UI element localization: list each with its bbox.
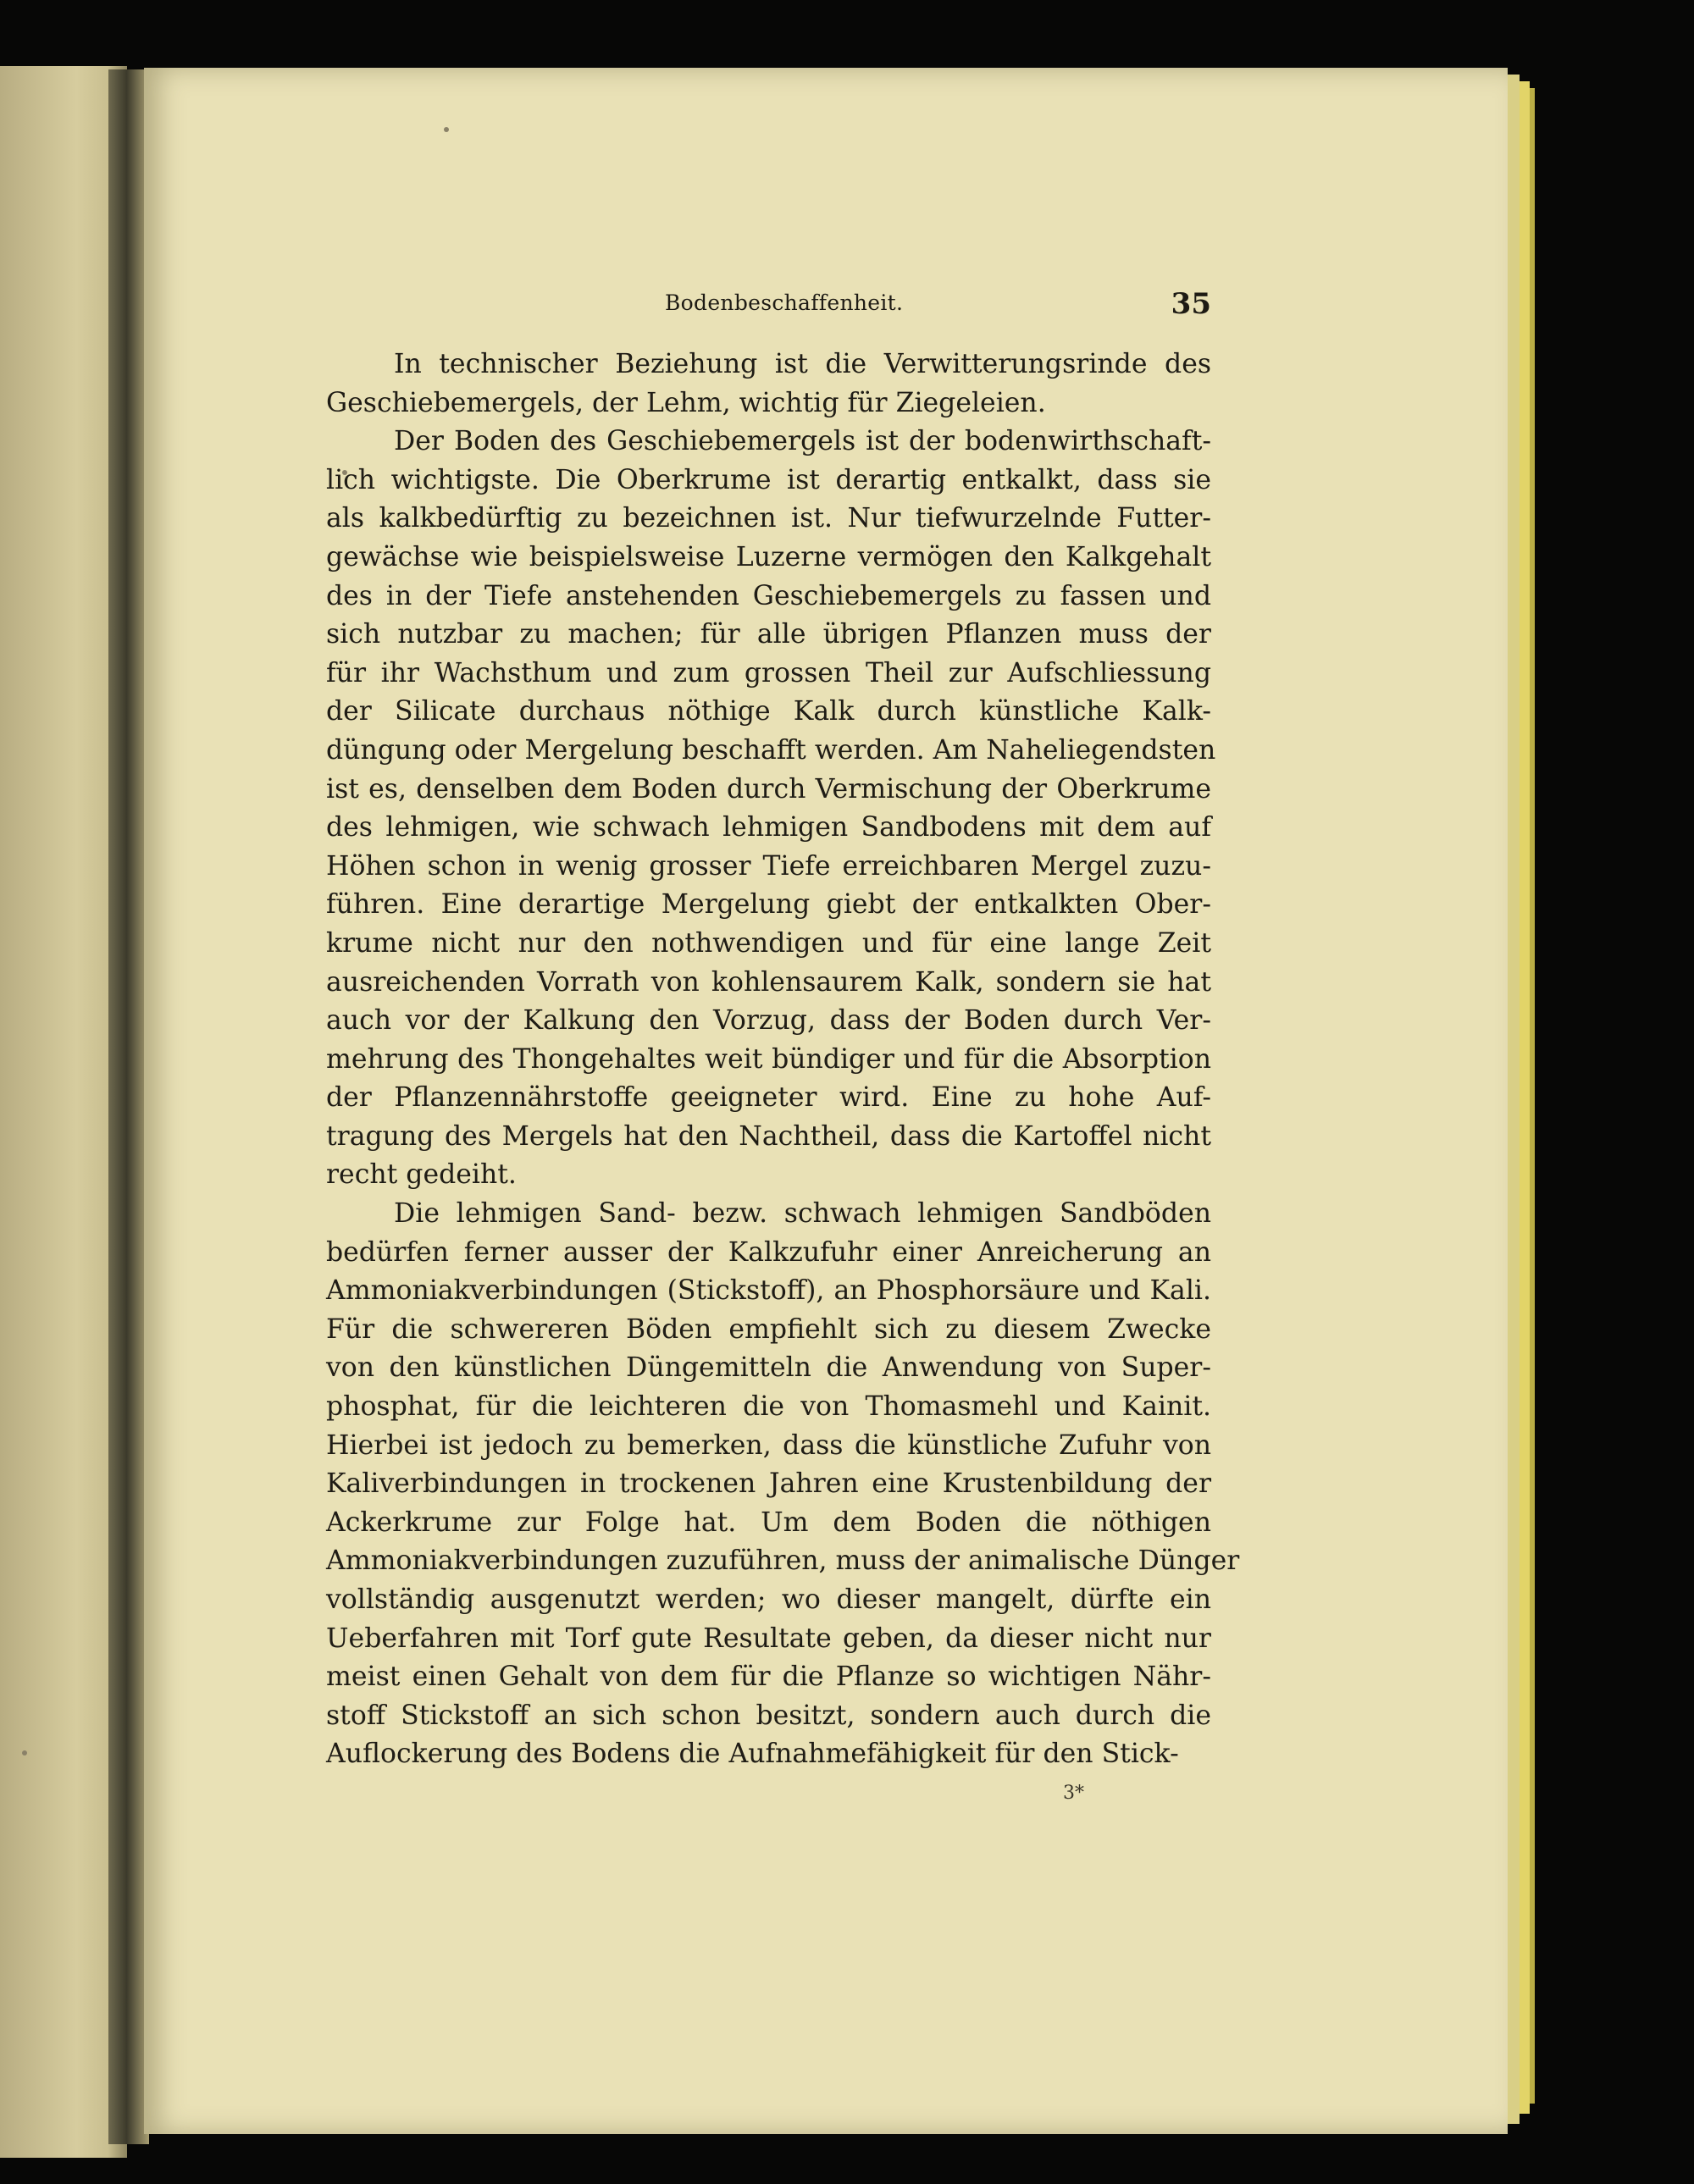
text-line: stoff Stickstoff an sich schon besitzt, sondern auch durch die (326, 1700, 1211, 1731)
text-line: tragung des Mergels hat den Nachtheil, dass die Kartoffel nicht (326, 1120, 1211, 1152)
text-line: vollständig ausgenutzt werden; wo dieser mangelt, dürfte ein (326, 1584, 1211, 1615)
text-line: von den künstlichen Düngemitteln die Anwendung von Super- (326, 1352, 1211, 1384)
page-number: 35 (1171, 287, 1211, 321)
text-line: In technischer Beziehung ist die Verwitterungsrinde des (394, 349, 1211, 379)
text-line: Auflockerung des Bodens die Aufnahmefähigkeit für den Stick- (326, 1739, 1179, 1770)
text-line: führen. Eine derartige Mergelung giebt der entkalkten Ober- (326, 889, 1211, 921)
text-line: Der Boden des Geschiebemergels ist der bodenwirthschaft- (394, 426, 1211, 457)
text-line: der Silicate durchaus nöthige Kalk durch künstliche Kalk- (326, 696, 1211, 727)
running-head: Bodenbeschaffenheit. (665, 290, 904, 315)
page-block-edge (1530, 88, 1535, 2104)
paragraph (326, 1195, 1240, 1774)
text-line: Kaliverbindungen in trockenen Jahren eine Krustenbildung der (326, 1468, 1211, 1500)
text-line: bedürfen ferner ausser der Kalkzufuhr einer Anreicherung an (326, 1236, 1211, 1268)
text-line: ist es, denselben dem Boden durch Vermischung der Oberkrume (326, 773, 1211, 804)
text-line: krume nicht nur den nothwendigen und für eine lange Zeit (326, 927, 1211, 959)
text-line: Ueberfahren mit Torf gute Resultate geben, da dieser nicht nur (326, 1623, 1211, 1654)
signature-mark: 3* (1063, 1783, 1084, 1804)
text-line: Ammoniakverbindungen (Stickstoff), an Phosphorsäure und Kali. (326, 1275, 1211, 1307)
dust-speck (22, 1750, 27, 1755)
text-line: mehrung des Thongehaltes weit bündiger und für die Absorption (326, 1043, 1211, 1075)
text-line: Ammoniakverbindungen zuzuführen, muss der animalische Dünger (326, 1545, 1240, 1577)
text-line: lich wichtigste. Die Oberkrume ist derartig entkalkt, dass sie (326, 464, 1211, 495)
text-line: düngung oder Mergelung beschafft werden. Am Naheliegendsten (326, 734, 1216, 766)
paragraph (326, 346, 1211, 423)
text-line: recht gedeiht. (326, 1159, 517, 1191)
page-block-edge (1508, 75, 1520, 2124)
body-text (326, 346, 1240, 1774)
page-block-edge (1520, 81, 1530, 2114)
book-gutter (108, 69, 149, 2144)
text-line: des in der Tiefe anstehenden Geschiebemergels zu fassen und (326, 580, 1211, 611)
text-line: meist einen Gehalt von dem für die Pflanze so wichtigen Nähr- (326, 1661, 1211, 1693)
text-line: gewächse wie beispielsweise Luzerne vermögen den Kalkgehalt (326, 541, 1211, 572)
text-line: als kalkbedürftig zu bezeichnen ist. Nur tiefwurzelnde Futter- (326, 503, 1211, 534)
text-line: Ackerkrume zur Folge hat. Um dem Boden die nöthigen (326, 1507, 1211, 1538)
text-line: ausreichenden Vorrath von kohlensaurem Kalk, sondern sie hat (326, 966, 1211, 998)
text-line: phosphat, für die leichteren die von Thomasmehl und Kainit. (326, 1391, 1211, 1423)
text-line: Die lehmigen Sand- bezw. schwach lehmigen Sandböden (394, 1198, 1211, 1230)
text-line: Höhen schon in wenig grosser Tiefe erreichbaren Mergel zuzu- (326, 850, 1211, 882)
text-line: des lehmigen, wie schwach lehmigen Sandbodens mit dem auf (326, 812, 1211, 843)
text-line: Geschiebemergels, der Lehm, wichtig für Ziegeleien. (326, 387, 1046, 418)
text-line: für ihr Wachsthum und zum grossen Theil zur Aufschliessung (326, 657, 1211, 688)
text-line: sich nutzbar zu machen; für alle übrigen Pflanzen muss der (326, 619, 1211, 650)
paragraph (326, 423, 1216, 1195)
text-line: Hierbei ist jedoch zu bemerken, dass die künstliche Zufuhr von (326, 1429, 1211, 1461)
text-line: Für die schwereren Böden empfiehlt sich zu diesem Zwecke (326, 1313, 1211, 1345)
text-line: der Pflanzennährstoffe geeigneter wird. Eine zu hohe Auf- (326, 1082, 1211, 1114)
text-line: auch vor der Kalkung den Vorzug, dass der Boden durch Ver- (326, 1005, 1211, 1037)
page-header (322, 287, 1211, 324)
dust-speck (444, 127, 449, 132)
